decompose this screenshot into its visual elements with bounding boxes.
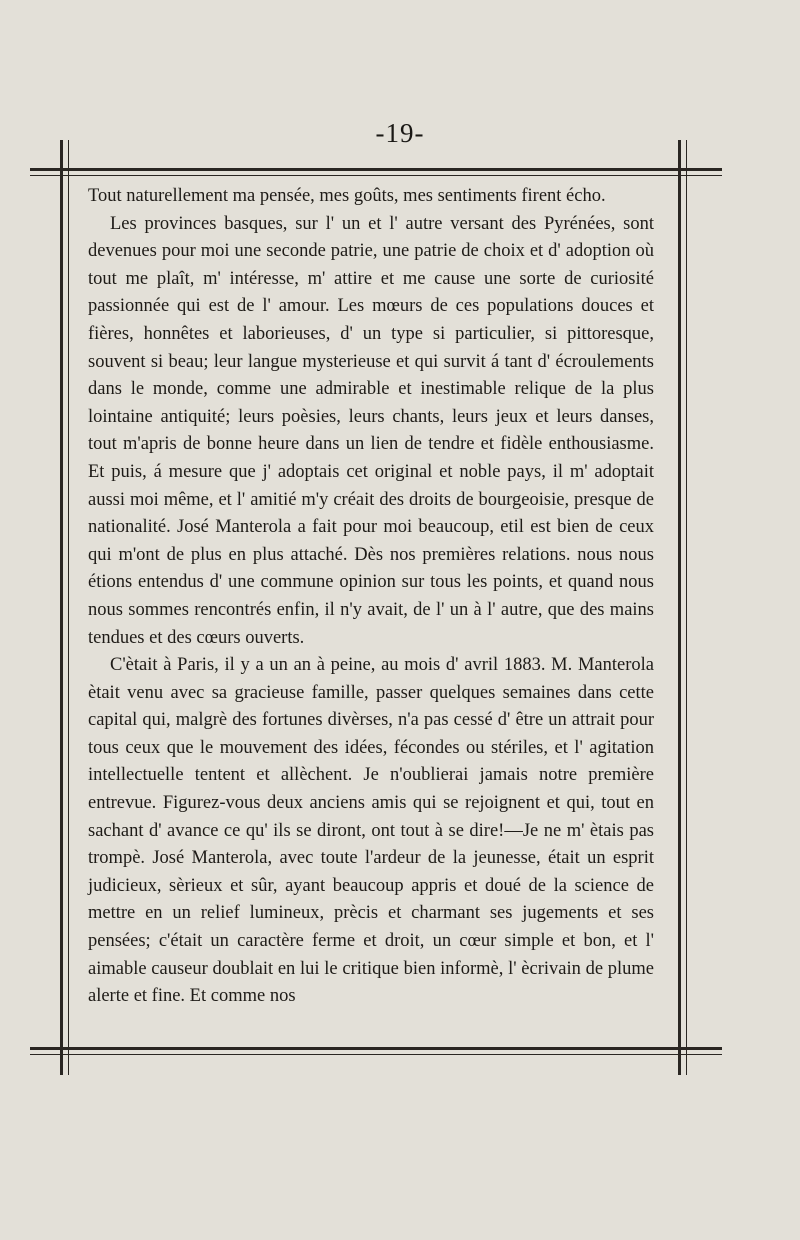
- top-border-rule: [30, 168, 722, 171]
- paragraph-3: C'ètait à Paris, il y a un an à peine, au mois d' avril 1883. M. Manterola ètait venu avec sa gracieuse famille, passer quelques semaines dans cette capital qui, malgrè des fortunes divèrses, n'a pas cessé d' être un attrait pour tous ceux que le mouvement des idées, fécondes ou stériles, et l' agitation intellectuelle tentent et allèchent. Je n'oublierai jamais notre première entrevue. Figurez-vous deux anciens amis qui se rejoignent et qui, tout en sachant d' avance ce qu' ils se diront, ont tout à se dire!—Je ne m' ètais pas trompè. José Manterola, avec toute l'ardeur de la jeunesse, était un esprit judicieux, sèrieux et sûr, ayant beaucoup appris et doué de la science de mettre en un relief lumineux, prècis et charmant ses jugements et ses pensées; c'était un caractère ferme et droit, un cœur simple et bon, et l' aimable causeur doublait en lui le critique bien informè, l' ècrivain de plume alerte et fine. Et comme nos: [88, 655, 654, 1007]
- bottom-border-rule-inner: [30, 1054, 722, 1055]
- body-text: [88, 183, 654, 1011]
- top-border-rule-inner: [30, 175, 722, 176]
- right-border-rule-inner: [686, 140, 687, 1075]
- page-number: -19-: [375, 118, 425, 148]
- paragraph-2: Les provinces basques, sur l' un et l' autre versant des Pyrénées, sont devenues pour moi une seconde patrie, une patrie de choix et d' adoption où tout me plaît, m' intéresse, m' attire et me cause une sorte de curiosité passionnée qui est de l' amour. Les mœurs de ces populations douces et fières, honnêtes et laborieuses, d' un type si particulier, si pittoresque, souvent si beau; leur langue mysterieuse et qui survit á tant d' écroulements dans le monde, comme une admirable et inestimable relique de la plus lointaine antiquité; leurs poèsies, leurs chants, leurs jeux et leurs danses, tout m'apris de bonne heure dans un lien de tendre et fidèle enthousiasme. Et puis, á mesure que j' adoptais cet original et noble pays, il m' adoptait aussi moi même, et l' amitié m'y créait des droits de bourgeoisie, presque de nationalité. José Manterola a fait pour moi beaucoup, etil est bien de ceux qui m'ont de plus en plus attaché. Dès nos premières relations. nous nous étions entendus d' une commune opinion sur tous les points, et quand nous nous sommes rencontrés enfin, il n'y avait, de l' un à l' autre, que des mains tendues et des cœurs ouverts.: [88, 213, 654, 648]
- bottom-border-rule: [30, 1047, 722, 1050]
- left-border-rule-inner: [68, 140, 69, 1075]
- left-border-rule: [60, 140, 63, 1075]
- paragraph-1: Tout naturellement ma pensée, mes goûts, mes sentiments firent écho.: [88, 186, 606, 206]
- right-border-rule: [678, 140, 681, 1075]
